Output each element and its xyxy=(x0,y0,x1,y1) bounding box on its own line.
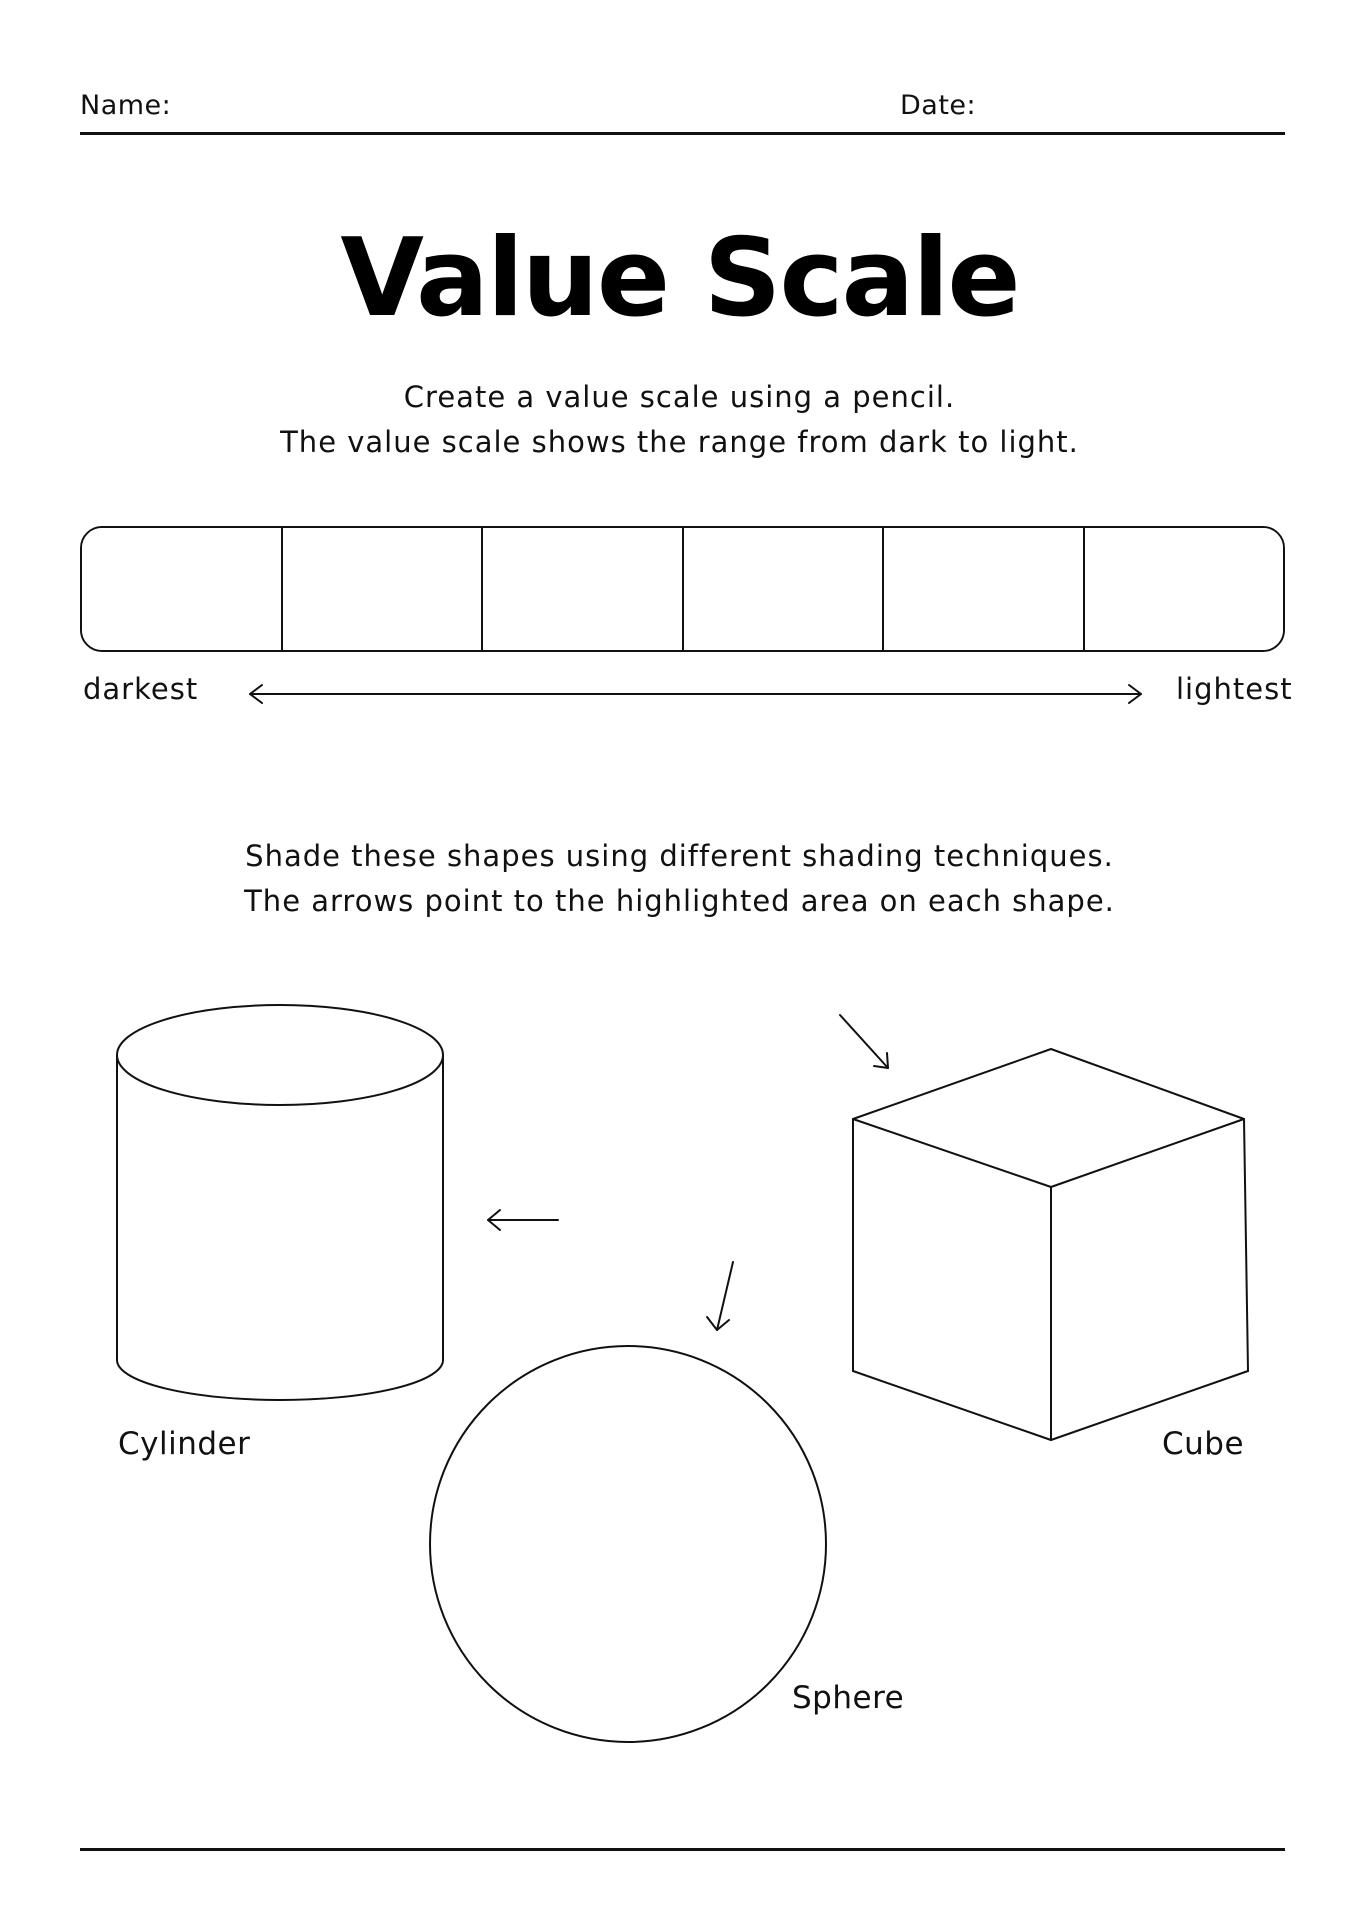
sphere-drawing xyxy=(430,1346,826,1742)
date-label: Date: xyxy=(900,90,977,121)
scale-instructions-line-1: Create a value scale using a pencil. xyxy=(403,380,956,414)
lightest-label: lightest xyxy=(1176,672,1293,706)
cylinder-drawing xyxy=(117,1005,443,1400)
cube-label: Cube xyxy=(1162,1426,1245,1462)
shading-instructions-line-1: Shade these shapes using different shading techniques. xyxy=(245,839,1114,873)
cube-arrow-icon xyxy=(840,1015,888,1068)
scale-instructions-line-2: The value scale shows the range from dark to light. xyxy=(280,425,1079,459)
darkest-label: darkest xyxy=(83,672,199,706)
footer-rule xyxy=(80,1848,1285,1851)
cube-drawing xyxy=(853,1049,1248,1440)
sphere-arrow-icon xyxy=(707,1262,733,1330)
cylinder-arrow-icon xyxy=(488,1210,558,1230)
shading-instructions-line-2: The arrows point to the highlighted area on each shape. xyxy=(244,884,1115,918)
page-title: Value Scale xyxy=(340,216,1019,341)
range-arrow-icon xyxy=(250,685,1141,703)
sphere-label: Sphere xyxy=(792,1680,905,1716)
cylinder-label: Cylinder xyxy=(118,1426,251,1462)
name-label: Name: xyxy=(80,90,172,121)
